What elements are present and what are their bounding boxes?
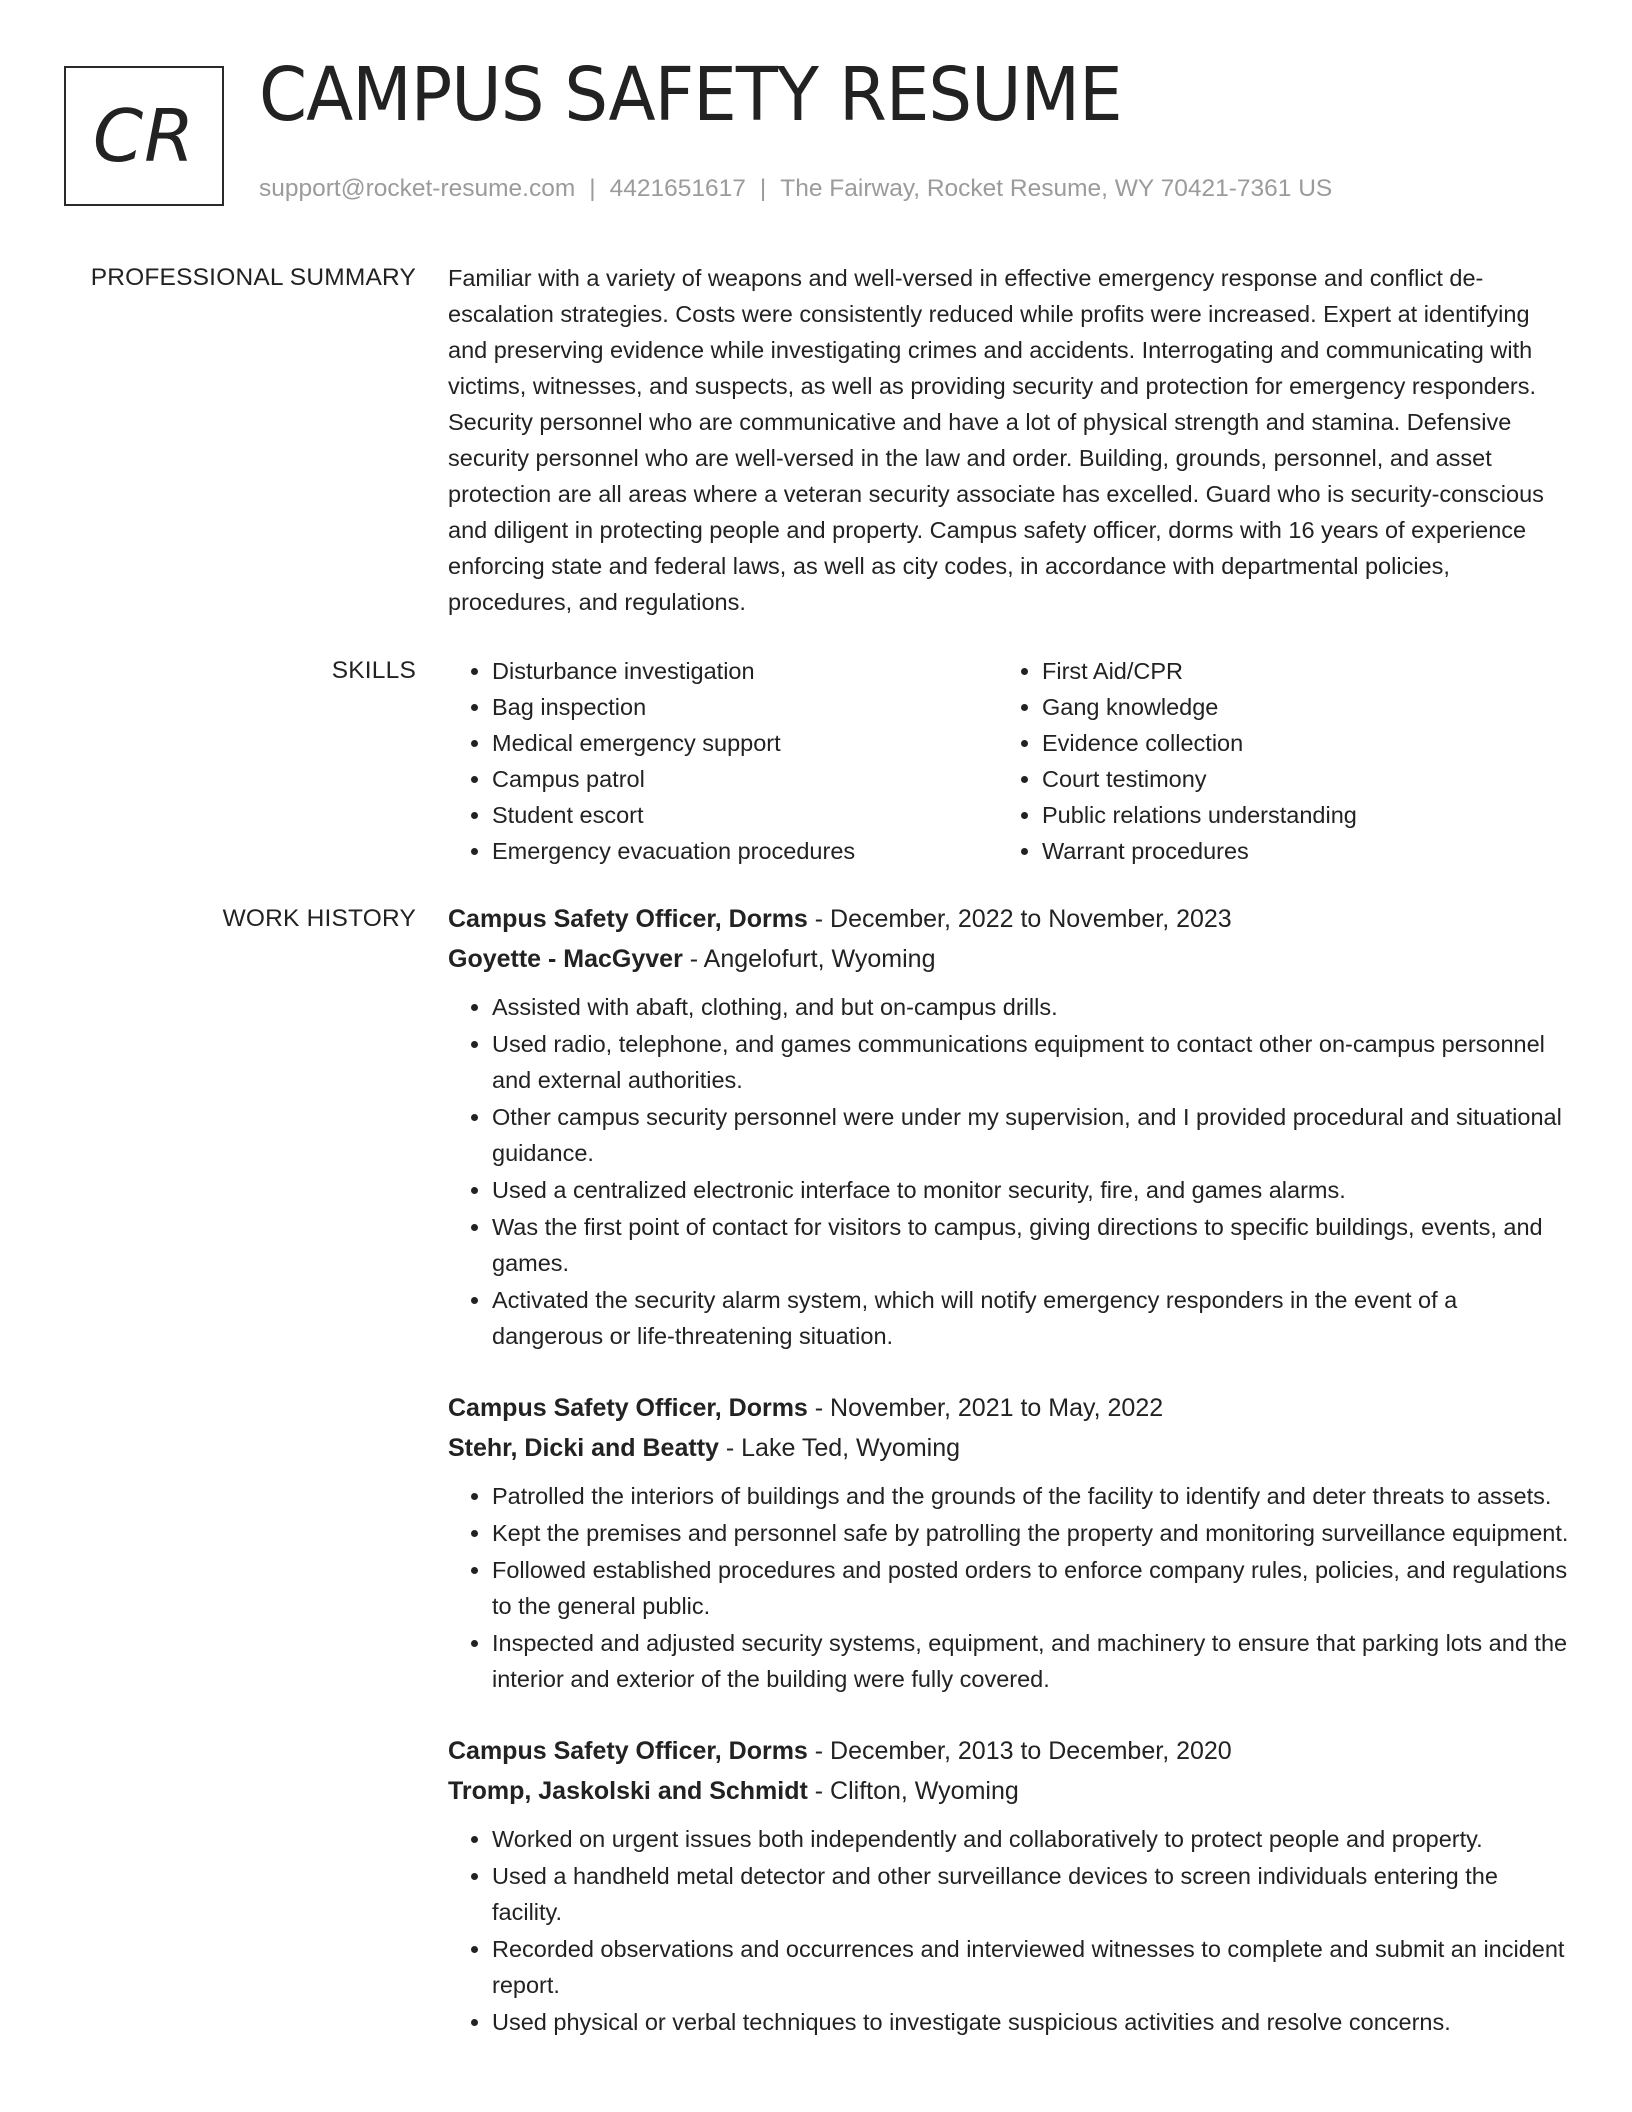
job-dates: - December, 2013 to December, 2020 bbox=[807, 1737, 1232, 1765]
skills-column-left bbox=[448, 653, 998, 869]
skill-item: • Gang knowledge bbox=[1042, 689, 1357, 725]
job-company: Stehr, Dicki and Beatty bbox=[448, 1434, 719, 1462]
job-title-line bbox=[448, 1388, 1572, 1428]
contact-phone[interactable]: 4421651617 bbox=[609, 175, 746, 202]
contact-address: The Fairway, Rocket Resume, WY 70421-7361 US bbox=[780, 175, 1333, 202]
contact-email[interactable]: support@rocket-resume.com bbox=[259, 175, 576, 202]
job-bullet: • Used radio, telephone, and games communications equipment to contact other on-campus personnel and external authorities. bbox=[492, 1026, 1572, 1098]
job-entry bbox=[448, 1731, 1572, 2040]
job-title-line bbox=[448, 899, 1572, 939]
monogram-logo: CR bbox=[64, 66, 224, 206]
job-dates: - November, 2021 to May, 2022 bbox=[807, 1394, 1164, 1422]
skill-item: • Emergency evacuation procedures bbox=[492, 833, 998, 869]
skill-item: • First Aid/CPR bbox=[1042, 653, 1357, 689]
job-bullet: • Assisted with abaft, clothing, and but on-campus drills. bbox=[492, 989, 1572, 1025]
summary-text: Familiar with a variety of weapons and well-versed in effective emergency response and conflict de-escalation strategies. Costs were consistently reduced while profits were increased. Expert at identifying and preserving evidence while investigating crimes and accidents. Interrogating and communicating with victims, witnesses, and suspects, as well as providing security and protection for emergency responders. Security personnel who are communicative and have a lot of physical strength and stamina. Defensive security personnel who are well-versed in the law and order. Building, grounds, personnel, and asset protection are all areas where a veteran security associate has excelled. Guard who is security-conscious and diligent in protecting people and property. Campus safety officer, dorms with 16 years of experience enforcing state and federal laws, as well as city codes, in accordance with departmental policies, procedures, and regulations. bbox=[448, 265, 1544, 615]
job-bullet: • Other campus security personnel were under my supervision, and I provided procedural and situational guidance. bbox=[492, 1099, 1572, 1171]
job-bullet: • Used a handheld metal detector and other surveillance devices to screen individuals entering the facility. bbox=[492, 1858, 1572, 1930]
skill-item: • Student escort bbox=[492, 797, 998, 833]
page-title: CAMPUS SAFETY RESUME bbox=[259, 52, 1122, 138]
job-company: Tromp, Jaskolski and Schmidt bbox=[448, 1777, 808, 1805]
skill-item: • Evidence collection bbox=[1042, 725, 1357, 761]
contact-line bbox=[259, 175, 1332, 203]
skill-item: • Public relations understanding bbox=[1042, 797, 1357, 833]
job-bullet: • Was the first point of contact for visitors to campus, giving directions to specific buildings, events, and games. bbox=[492, 1209, 1572, 1281]
job-entry bbox=[448, 1388, 1572, 1697]
job-company-line bbox=[448, 1428, 1572, 1468]
skill-item: • Campus patrol bbox=[492, 761, 998, 797]
job-bullet: • Used a centralized electronic interface to monitor security, fire, and games alarms. bbox=[492, 1172, 1572, 1208]
job-location: - Angelofurt, Wyoming bbox=[682, 945, 936, 973]
job-entry bbox=[448, 899, 1572, 1354]
skills-column-right bbox=[998, 653, 1357, 869]
job-bullet: • Used physical or verbal techniques to investigate suspicious activities and resolve concerns. bbox=[492, 2004, 1572, 2040]
skill-item: • Court testimony bbox=[1042, 761, 1357, 797]
job-bullet: • Inspected and adjusted security systems, equipment, and machinery to ensure that parking lots and the interior and exterior of the building were fully covered. bbox=[492, 1625, 1572, 1697]
job-list bbox=[448, 899, 1572, 2074]
job-title: Campus Safety Officer, Dorms bbox=[448, 1394, 808, 1422]
section-label-skills: SKILLS bbox=[331, 657, 416, 684]
job-title-line bbox=[448, 1731, 1572, 1771]
job-bullet: • Patrolled the interiors of buildings and the grounds of the facility to identify and deter threats to assets. bbox=[492, 1478, 1572, 1514]
section-label-summary: PROFESSIONAL SUMMARY bbox=[90, 264, 416, 291]
job-dates: - December, 2022 to November, 2023 bbox=[807, 905, 1232, 933]
section-label-work: WORK HISTORY bbox=[222, 905, 416, 932]
job-title: Campus Safety Officer, Dorms bbox=[448, 905, 808, 933]
job-bullet: • Followed established procedures and posted orders to enforce company rules, policies, and regulations to the general public. bbox=[492, 1552, 1572, 1624]
job-bullet: • Kept the premises and personnel safe by patrolling the property and monitoring surveillance equipment. bbox=[492, 1515, 1572, 1551]
skill-item: • Disturbance investigation bbox=[492, 653, 998, 689]
job-company-line bbox=[448, 939, 1572, 979]
contact-separator: | bbox=[759, 175, 767, 202]
job-bullet: • Activated the security alarm system, which will notify emergency responders in the event of a dangerous or life-threatening situation. bbox=[492, 1282, 1572, 1354]
job-bullets bbox=[448, 1821, 1572, 2040]
job-title: Campus Safety Officer, Dorms bbox=[448, 1737, 808, 1765]
job-bullets bbox=[448, 989, 1572, 1354]
job-company-line bbox=[448, 1771, 1572, 1811]
job-location: - Clifton, Wyoming bbox=[807, 1777, 1019, 1805]
contact-separator: | bbox=[589, 175, 596, 202]
resume-header bbox=[64, 52, 1568, 214]
job-company: Goyette - MacGyver bbox=[448, 945, 683, 973]
skill-item: • Medical emergency support bbox=[492, 725, 998, 761]
job-location: - Lake Ted, Wyoming bbox=[718, 1434, 961, 1462]
skill-item: • Bag inspection bbox=[492, 689, 998, 725]
skills-list bbox=[448, 653, 1572, 869]
job-bullet: • Recorded observations and occurrences and interviewed witnesses to complete and submit an incident report. bbox=[492, 1931, 1572, 2003]
job-bullet: • Worked on urgent issues both independently and collaboratively to protect people and property. bbox=[492, 1821, 1572, 1857]
job-bullets bbox=[448, 1478, 1572, 1697]
skill-item: • Warrant procedures bbox=[1042, 833, 1357, 869]
